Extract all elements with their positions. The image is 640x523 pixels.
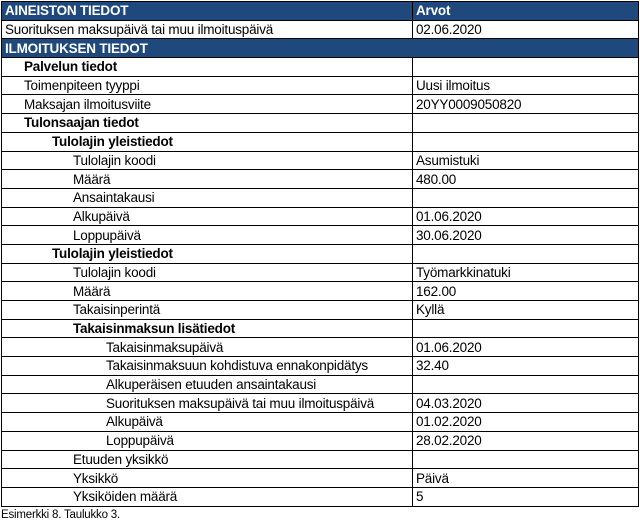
- row-value: 28.02.2020: [413, 431, 639, 450]
- table-row: [2, 151, 639, 170]
- row-value: 162.00: [413, 282, 639, 301]
- section-header-row: [2, 39, 639, 58]
- table-row: [2, 301, 639, 320]
- row-label: Alkupäivä: [2, 207, 413, 226]
- table-row: [2, 263, 639, 282]
- row-label: Loppupäivä: [2, 226, 413, 245]
- row-label: Alkupäivä: [2, 413, 413, 432]
- row-label: Etuuden yksikkö: [2, 450, 413, 469]
- table-row: [2, 413, 639, 432]
- table-row: [2, 319, 639, 338]
- row-label: Suorituksen maksupäivä tai muu ilmoituspäivä: [2, 20, 413, 39]
- row-value: [413, 188, 639, 207]
- row-label: Tulolajin yleistiedot: [2, 244, 413, 263]
- row-value: Kyllä: [413, 301, 639, 320]
- table-row: [2, 76, 639, 95]
- row-value: [413, 319, 639, 338]
- table-row: [2, 431, 639, 450]
- row-value: 30.06.2020: [413, 226, 639, 245]
- row-label: Tulolajin koodi: [2, 263, 413, 282]
- row-label: Tulolajin koodi: [2, 151, 413, 170]
- row-value: 04.03.2020: [413, 394, 639, 413]
- row-value: [413, 450, 639, 469]
- table-row: [2, 20, 639, 39]
- row-value: 01.06.2020: [413, 338, 639, 357]
- table-row: [2, 375, 639, 394]
- row-value: Työmarkkinatuki: [413, 263, 639, 282]
- header-value: Arvot: [413, 2, 639, 21]
- table-row: [2, 338, 639, 357]
- row-label: Määrä: [2, 170, 413, 189]
- row-value: Uusi ilmoitus: [413, 76, 639, 95]
- row-value: Päivä: [413, 469, 639, 488]
- row-label: Takaisinperintä: [2, 301, 413, 320]
- row-label: Palvelun tiedot: [2, 58, 413, 77]
- row-value: [413, 375, 639, 394]
- row-label: Yksiköiden määrä: [2, 487, 413, 506]
- table-row: [2, 188, 639, 207]
- table-row: [2, 114, 639, 133]
- row-label: Tulonsaajan tiedot: [2, 114, 413, 133]
- row-value: [413, 244, 639, 263]
- table-row: [2, 450, 639, 469]
- table-row: [2, 170, 639, 189]
- row-label: Takaisinmaksun lisätiedot: [2, 319, 413, 338]
- header-label: AINEISTON TIEDOT: [2, 2, 413, 21]
- row-value: [413, 58, 639, 77]
- row-value: 01.06.2020: [413, 207, 639, 226]
- table-header-row: [2, 2, 639, 21]
- row-value: 480.00: [413, 170, 639, 189]
- table-row: [2, 394, 639, 413]
- section-header-label: ILMOITUKSEN TIEDOT: [2, 39, 639, 58]
- row-value: 01.02.2020: [413, 413, 639, 432]
- table-row: [2, 244, 639, 263]
- row-label: Takaisinmaksupäivä: [2, 338, 413, 357]
- row-label: Maksajan ilmoitusviite: [2, 95, 413, 114]
- table-row: [2, 282, 639, 301]
- table-row: [2, 487, 639, 506]
- row-label: Määrä: [2, 282, 413, 301]
- row-label: Ansaintakausi: [2, 188, 413, 207]
- row-label: Suorituksen maksupäivä tai muu ilmoituspäivä: [2, 394, 413, 413]
- row-value: [413, 132, 639, 151]
- table-body: [2, 2, 639, 507]
- row-label: Alkuperäisen etuuden ansaintakausi: [2, 375, 413, 394]
- table-row: [2, 58, 639, 77]
- row-value: 20YY0009050820: [413, 95, 639, 114]
- row-label: Yksikkö: [2, 469, 413, 488]
- table-caption: Esimerkki 8. Taulukko 3.: [1, 509, 120, 521]
- row-label: Loppupäivä: [2, 431, 413, 450]
- table-row: [2, 132, 639, 151]
- table-row: [2, 95, 639, 114]
- table-row: [2, 226, 639, 245]
- row-label: Toimenpiteen tyyppi: [2, 76, 413, 95]
- row-value: 32.40: [413, 357, 639, 376]
- data-table: [1, 1, 639, 507]
- row-value: 5: [413, 487, 639, 506]
- table-row: [2, 207, 639, 226]
- row-label: Takaisinmaksuun kohdistuva ennakonpidätys: [2, 357, 413, 376]
- table-row: [2, 357, 639, 376]
- row-value: Asumistuki: [413, 151, 639, 170]
- row-label: Tulolajin yleistiedot: [2, 132, 413, 151]
- row-value: [413, 114, 639, 133]
- table-row: [2, 469, 639, 488]
- row-value: 02.06.2020: [413, 20, 639, 39]
